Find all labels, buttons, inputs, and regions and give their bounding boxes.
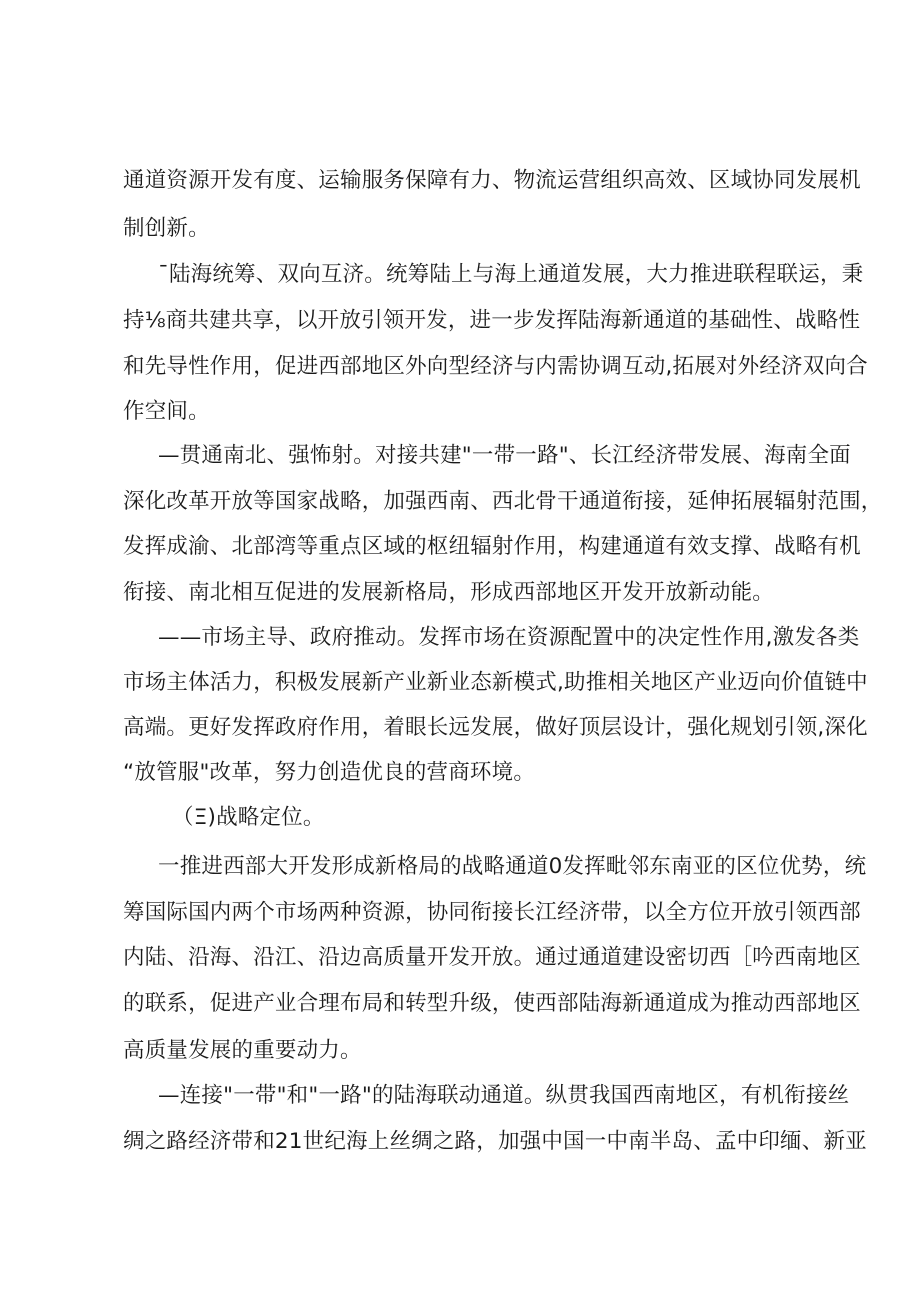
text-line: “放管服"改革，努力创造优良的营商环境。 — [123, 760, 536, 785]
text-line: 衔接、南北相互促进的发展新格局，形成西部地区开发开放新动能。 — [123, 580, 775, 605]
text-line: 持⅛商共建共享，以开放引领开发，进一步发挥陆海新通道的基础性、战略性 — [123, 308, 861, 333]
text-line: 市场主体活力，积极发展新产业新业态新模式,助推相关地区产业迈向价值链中 — [123, 670, 868, 695]
text-line: 一推进西部大开发形成新格局的战略通道0发挥毗邻东南亚的区位优势，统 — [158, 854, 867, 879]
text-line: ¯陆海统筹、双向互济。统筹陆上与海上通道发展，大力推进联程联运，秉 — [158, 262, 864, 287]
text-line: 深化改革开放等国家战略，加强西南、西北骨干通道衔接，延伸拓展辐射范围， — [123, 489, 883, 514]
text-line: —连接"一带"和"一路"的陆海联动通道。纵贯我国西南地区，有机衔接丝 — [158, 1083, 850, 1108]
text-line: 制创新。 — [123, 216, 210, 241]
text-line: 作空间。 — [123, 399, 210, 424]
text-line: 高质量发展的重要动力。 — [123, 1038, 362, 1063]
text-line: 发挥成渝、北部湾等重点区域的枢纽辐射作用，构建通道有效支撑、战略有机 — [123, 534, 861, 559]
text-line: 内陆、沿海、沿江、沿边高质量开发开放。通过通道建设密切西［吟西南地区 — [123, 945, 861, 970]
text-line: ——市场主导、政府推动。发挥市场在资源配置中的决定性作用,激发各类 — [158, 625, 860, 650]
text-line: 高端。更好发挥政府作用，着眼长远发展，做好顶层设计，强化规划引领,深化 — [123, 715, 868, 740]
text-line: —贯通南北、强怖射。对接共建"一带一路"、长江经济带发展、海南全面 — [158, 443, 851, 468]
text-line: 通道资源开发有度、运输服务保障有力、物流运营组织高效、区域协同发展机 — [123, 168, 861, 193]
section-heading: （Ξ)战略定位。 — [172, 805, 325, 830]
text-line: 的联系，促进产业合理布局和转型升级，使西部陆海新通道成为推动西部地区 — [123, 991, 861, 1016]
text-line: 绸之路经济带和21世纪海上丝绸之路，加强中国一中南半岛、孟中印缅、新亚 — [123, 1129, 867, 1154]
text-line: 筹国际国内两个市场两种资源，协同衔接长江经济带，以全方位开放引领西部 — [123, 900, 861, 925]
text-line: 和先导性作用，促进西部地区外向型经济与内需协调互动,拓展对外经济双向合 — [123, 354, 868, 379]
